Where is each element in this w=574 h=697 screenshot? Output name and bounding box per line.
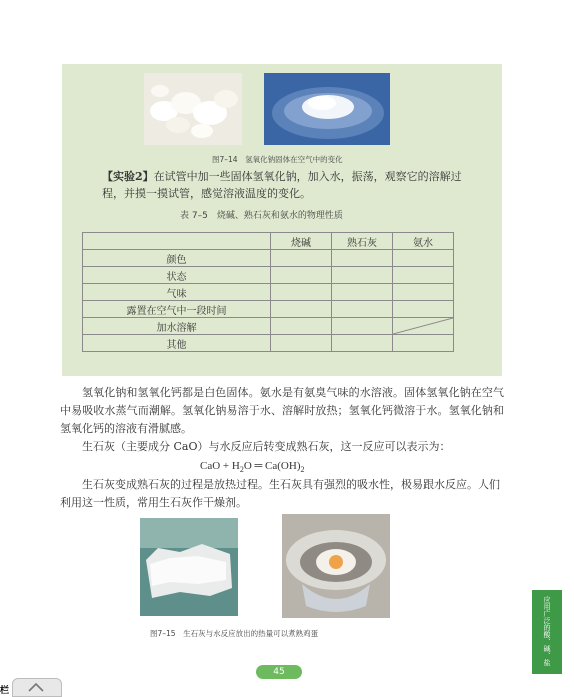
- row-label: 气味: [83, 284, 271, 301]
- row-label: 露置在空气中一段时间: [83, 301, 271, 318]
- paragraph: 生石灰（主要成分 CaO）与水反应后转变成熟石灰，这一反应可以表示为：: [82, 440, 451, 453]
- page-number: 45: [256, 665, 302, 679]
- table-row: [83, 301, 454, 318]
- sodium-hydroxide-flakes-photo: [144, 73, 242, 145]
- table-header: 氨水: [393, 233, 454, 250]
- body-paragraphs: [60, 384, 504, 456]
- row-label: 其他: [83, 335, 271, 352]
- collapse-tab[interactable]: [12, 678, 62, 697]
- table-header: 烧碱: [271, 233, 332, 250]
- table-row: [83, 267, 454, 284]
- row-label: 状态: [83, 267, 271, 284]
- experiment-label: 【实验2】: [102, 170, 154, 183]
- row-label: 加水溶解: [83, 318, 271, 335]
- table-caption: 表 7–5 烧碱、熟石灰和氨水的物理性质: [180, 211, 343, 221]
- figure-caption: 图7–15 生石灰与水反应放出的热量可以煮熟鸡蛋: [150, 629, 319, 638]
- side-tab-label: 应用广泛的酸、碱、盐: [543, 596, 551, 666]
- table-row: [83, 318, 454, 335]
- experiment-description: [102, 168, 482, 202]
- table-row: [83, 284, 454, 301]
- paragraph: 氢氧化钠和氢氧化钙都是白色固体。氨水是有氨臭气味的水溶液。固体氢氧化钠在空气中易吸收水蒸气而潮解。氢氧化钠易溶于水、溶解时放热；氢氧化钙微溶于水。氢氧化钠和氢氧化钙的溶液有滑腻感。: [60, 386, 504, 435]
- chemical-equation: CaO + $H_2O$ ═ $Ca(OH)_2$: [200, 460, 305, 475]
- table-row: [83, 335, 454, 352]
- experiment-panel: [62, 64, 502, 376]
- experiment-text: 在试管中加一些固体氢氧化钠，加入水，振荡，观察它的溶解过程，并摸一摸试管，感觉溶液温度的变化。: [102, 170, 462, 200]
- corner-label: 栏: [0, 686, 10, 696]
- body-paragraph-2: [60, 476, 504, 512]
- table-row: [83, 250, 454, 267]
- chapter-side-tab[interactable]: [532, 590, 562, 674]
- properties-table: [82, 232, 454, 352]
- egg-in-foil-photo: [282, 514, 390, 618]
- table-header-row: [83, 233, 454, 250]
- figure-caption: 图7–14 氢氧化钠固体在空气中的变化: [212, 155, 343, 164]
- table-header: 熟石灰: [332, 233, 393, 250]
- paragraph: 生石灰变成熟石灰的过程是放热过程。生石灰具有强烈的吸水性，极易跟水反应。人们利用这一性质，常用生石灰作干燥剂。: [60, 478, 500, 509]
- diagonal-slash-cell: [393, 318, 454, 335]
- table-header: [83, 233, 271, 250]
- row-label: 颜色: [83, 250, 271, 267]
- quicklime-block-photo: [140, 518, 238, 616]
- chevron-up-icon: [27, 682, 45, 692]
- watch-glass-photo: [264, 73, 390, 145]
